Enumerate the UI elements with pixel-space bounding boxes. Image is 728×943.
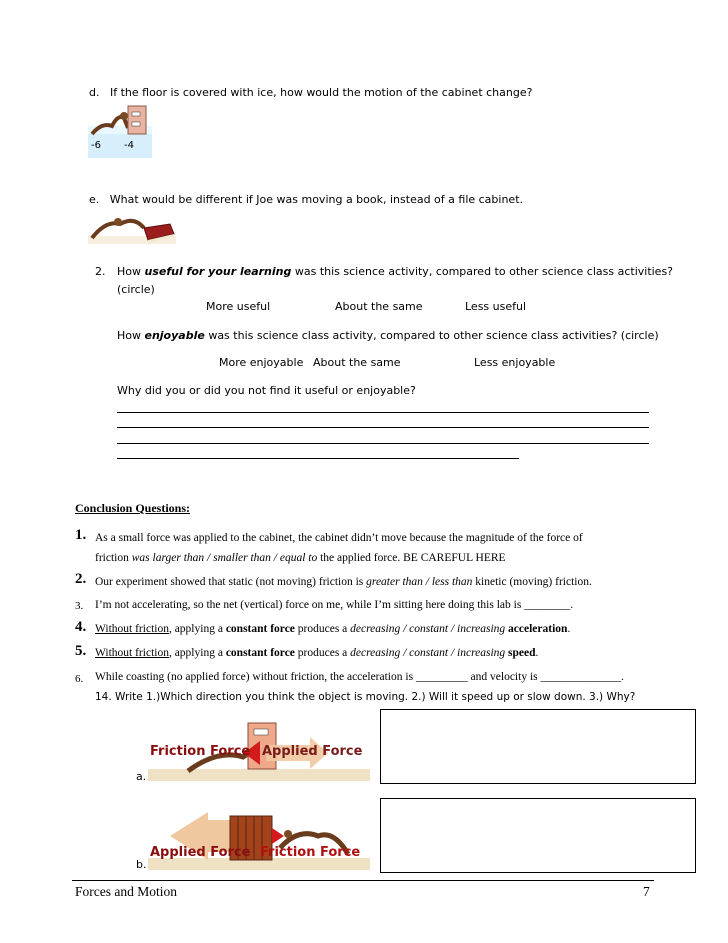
survey-why-question: Why did you or did you not find it useful or enjoyable? — [117, 384, 416, 397]
option-about-same-enjoy[interactable]: About the same — [313, 356, 401, 369]
answer-line-4[interactable] — [117, 458, 519, 459]
q2-suffix: kinetic (moving) friction. — [472, 576, 592, 588]
enjoy-prefix: How — [117, 329, 145, 342]
question-d-label: d. — [89, 86, 100, 99]
question-e — [89, 193, 523, 206]
enjoy-suffix: was this science class activity, compared to other science class activities? (circle) — [204, 329, 659, 342]
axis-label-minus-4: -4 — [124, 140, 134, 151]
q4-bold2: acceleration — [508, 623, 568, 635]
figure-a-applied-text: Applied Force — [262, 744, 363, 759]
q1-prefix: friction — [95, 552, 132, 564]
q1-suffix: the applied force. BE CAREFUL HERE — [317, 552, 506, 564]
q1-number: 1. — [75, 527, 87, 543]
figure-b — [148, 806, 370, 870]
book-pushing-illustration — [88, 208, 176, 244]
answer-box-a[interactable] — [380, 709, 696, 784]
figure-a-label: a. — [136, 770, 147, 783]
option-more-useful[interactable]: More useful — [206, 300, 271, 313]
question-e-text: What would be different if Joe was moving a book, instead of a file cabinet. — [109, 193, 524, 206]
survey-enjoy-question — [117, 329, 659, 342]
survey-useful-question — [117, 265, 673, 278]
q3-text: I’m not accelerating, so the net (vertical) force on me, while I’m sitting here doing this lab is ________. — [95, 599, 574, 611]
q5-mid: , applying a — [168, 647, 226, 659]
q4-underlined: Without friction — [95, 623, 169, 635]
option-about-same-useful[interactable]: About the same — [335, 300, 423, 313]
q3-number: 3. — [75, 600, 84, 612]
q4-mid: , applying a — [168, 623, 226, 635]
q6-text: While coasting (no applied force) without friction, the acceleration is _________ and velocity is ______________. — [95, 671, 624, 683]
answer-line-1[interactable] — [117, 412, 649, 413]
figure-b-friction-text: Friction Force — [260, 845, 361, 860]
q2-text — [95, 576, 592, 588]
q2-number: 2. — [75, 571, 87, 587]
footer-page-number: 7 — [643, 884, 650, 899]
useful-suffix: was this science activity, compared to other science class activities? — [291, 265, 674, 278]
answer-line-2[interactable] — [117, 427, 649, 428]
figure-a — [148, 719, 370, 781]
q4-mid2: produces a — [294, 623, 351, 635]
q5-mid2: produces a — [294, 647, 351, 659]
q4-bold: constant force — [225, 623, 295, 635]
q5-bold: constant force — [225, 647, 295, 659]
q4-end: . — [567, 623, 571, 635]
useful-prefix: How — [117, 265, 145, 278]
option-more-enjoyable[interactable]: More enjoyable — [219, 356, 304, 369]
q5-choices[interactable]: decreasing / constant / increasing — [350, 647, 506, 659]
figure-b-applied-text: Applied Force — [150, 845, 251, 860]
q5-bold2: speed — [508, 647, 536, 659]
q1-line1: As a small force was applied to the cabinet, the cabinet didn’t move because the magnitude of the force of — [95, 532, 583, 544]
q5-text — [95, 647, 538, 659]
conclusion-heading: Conclusion Questions: — [75, 501, 191, 515]
figure-b-label: b. — [136, 858, 147, 871]
q6-number: 6. — [75, 673, 84, 685]
footer-title: Forces and Motion — [75, 884, 177, 899]
survey-number: 2. — [95, 265, 106, 278]
q4-number: 4. — [75, 619, 87, 635]
q5-number: 5. — [75, 643, 87, 659]
figure-a-friction-text: Friction Force — [150, 744, 251, 759]
option-less-enjoyable[interactable]: Less enjoyable — [474, 356, 556, 369]
q5-underlined: Without friction — [95, 647, 169, 659]
q5-end: . — [535, 647, 539, 659]
option-less-useful[interactable]: Less useful — [465, 300, 527, 313]
axis-label-minus-6: -6 — [91, 140, 101, 151]
useful-emphasis: useful for your learning — [144, 265, 292, 278]
useful-circle-label: (circle) — [117, 283, 155, 296]
q2-choices[interactable]: greater than / less than — [366, 576, 473, 588]
q4-choices[interactable]: decreasing / constant / increasing — [350, 623, 506, 635]
q14-text: 14. Write 1.)Which direction you think the object is moving. 2.) Will it speed up or slow down. 3.) Why? — [95, 691, 636, 703]
answer-line-3[interactable] — [117, 443, 649, 444]
q2-prefix: Our experiment showed that static (not moving) friction is — [95, 576, 367, 588]
question-d-text: If the floor is covered with ice, how would the motion of the cabinet change? — [109, 86, 533, 99]
footer-divider — [72, 880, 654, 881]
q4-text — [95, 623, 570, 635]
question-d — [89, 86, 532, 99]
answer-box-b[interactable] — [380, 798, 696, 873]
enjoy-emphasis: enjoyable — [144, 329, 205, 342]
q1-line2 — [95, 552, 506, 564]
q1-choices[interactable]: was larger than / smaller than / equal to — [131, 552, 318, 564]
question-e-label: e. — [89, 193, 100, 206]
